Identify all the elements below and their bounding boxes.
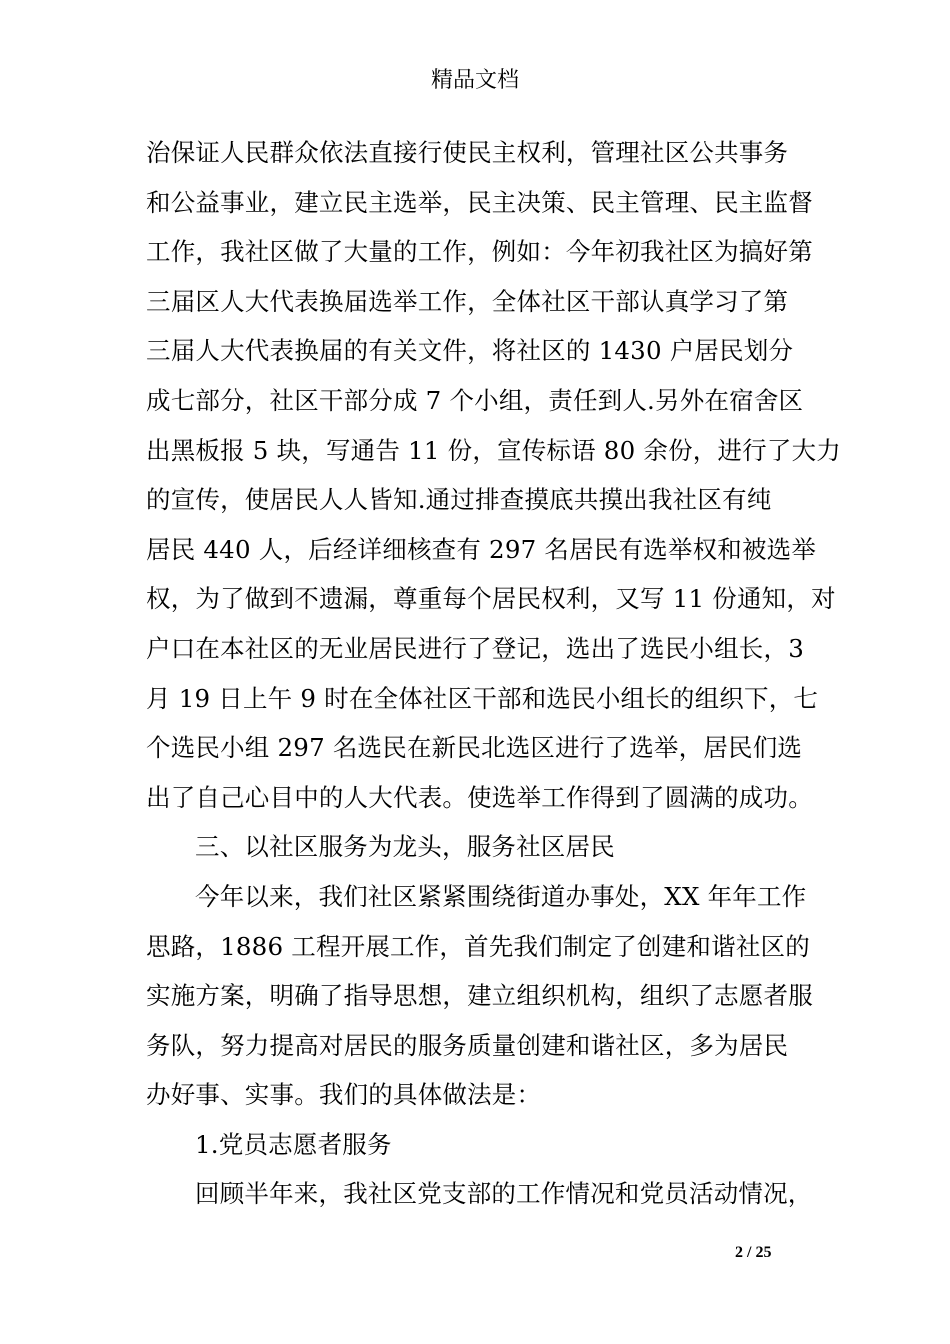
text-line: 户口在本社区的无业居民进行了登记，选出了选民小组长，3 [146,633,804,663]
text-line: 治保证人民群众依法直接行使民主权利，管理社区公共事务 [146,138,789,167]
page-number [735,1243,771,1263]
text-line: 个选民小组 297 名选民在新民北选区进行了选举，居民们选 [146,733,803,763]
text-line: 回顾半年来，我社区党支部的工作情况和党员活动情况， [195,1179,813,1209]
text-line: 和公益事业，建立民主选举，民主决策、民主管理、民主监督 [146,187,813,217]
page-total: 25 [755,1244,772,1261]
text-line: 工作，我社区做了大量的工作，例如：今年初我社区为搞好第 [146,237,813,267]
section-heading: 三、以社区服务为龙头，服务社区居民 [195,832,615,862]
text-line: 成七部分，社区干部分成 7 个小组，责任到人.另外在宿舍区 [146,385,804,415]
body-text [146,128,841,1219]
text-line: 务队，努力提高对居民的服务质量创建和谐社区，多为居民 [146,1030,789,1060]
page-separator: / [743,1244,756,1261]
page-current: 2 [735,1244,743,1261]
text-line: 的宣传，使居民人人皆知.通过排查摸底共摸出我社区有纯 [146,485,772,515]
subsection-heading: 1.党员志愿者服务 [195,1129,392,1159]
text-line: 三届人大代表换届的有关文件，将社区的 1430 户居民划分 [146,336,794,366]
text-line: 思路，1886 工程开展工作，首先我们制定了创建和谐社区的 [146,931,810,961]
text-line: 实施方案，明确了指导思想，建立组织机构，组织了志愿者服 [146,981,813,1011]
text-line: 三届区人大代表换届选举工作，全体社区干部认真学习了第 [146,286,789,316]
text-line: 月 19 日上午 9 时在全体社区干部和选民小组长的组织下，七 [146,683,819,713]
text-line: 居民 440 人，后经详细核查有 297 名居民有选举权和被选举 [146,534,817,564]
text-line: 权，为了做到不遗漏，尊重每个居民权利，又写 11 份通知，对 [146,584,836,614]
text-line: 办好事、实事。我们的具体做法是： [146,1080,542,1110]
text-line: 出黑板报 5 块，写通告 11 份，宣传标语 80 余份，进行了大力 [146,435,841,465]
text-line: 今年以来，我们社区紧紧围绕街道办事处，XX 年年工作 [195,881,807,911]
page-header-title: 精品文档 [430,68,519,93]
text-line: 出了自己心目中的人大代表。使选举工作得到了圆满的成功。 [146,782,813,812]
